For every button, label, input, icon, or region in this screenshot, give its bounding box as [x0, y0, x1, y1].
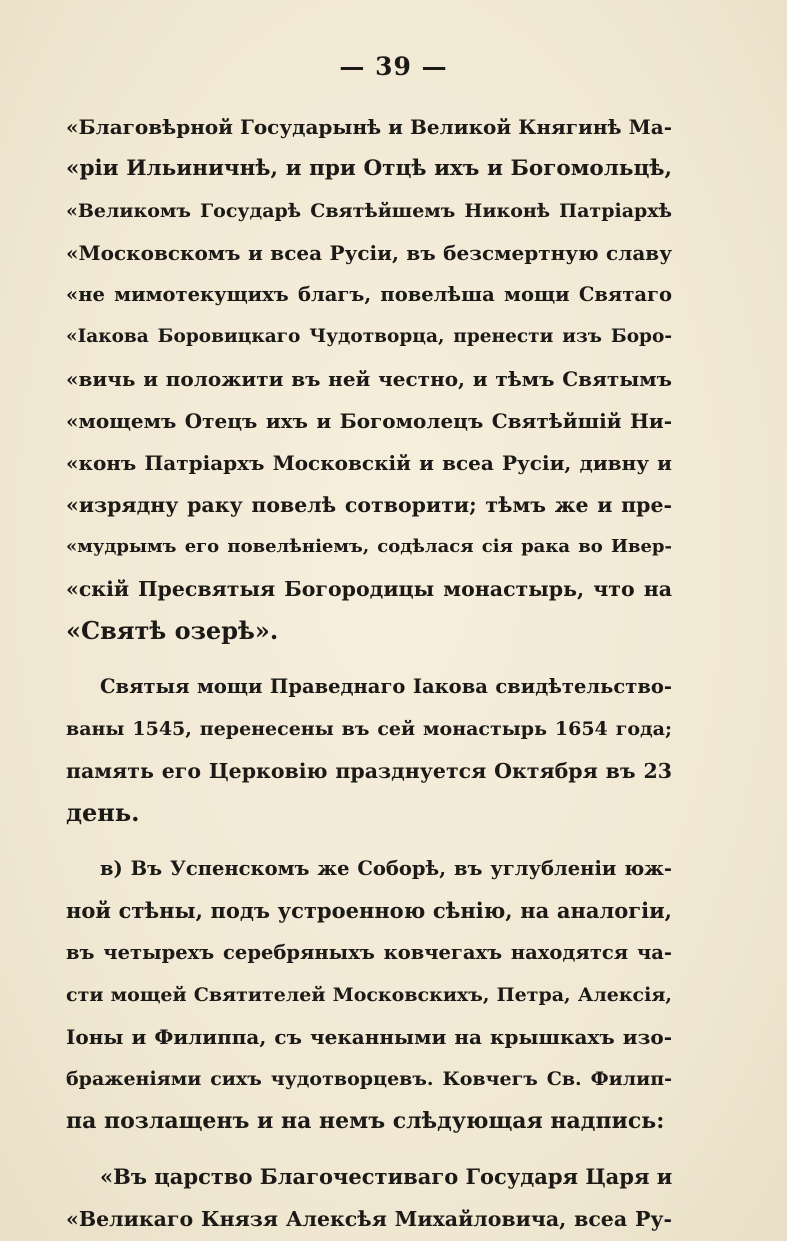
text-line: «Благовѣрной Государынѣ и Великой Княгинѣ Ма-: [66, 115, 672, 139]
text-line: ной стѣны, подъ устроенною сѣнію, на аналогіи,: [66, 898, 672, 923]
text-line: «не мимотекущихъ благъ, повелѣша мощи Святаго: [66, 283, 672, 306]
text-line: сти мощей Святителей Московскихъ, Петра, Алексія,: [66, 984, 672, 1006]
text-line: Святыя мощи Праведнаго Іакова свидѣтельство-: [100, 675, 672, 698]
text-line: «Святѣ озерѣ».: [66, 616, 279, 645]
text-line: «Московскомъ и всеа Русіи, въ безсмертную славу: [66, 241, 672, 265]
text-line: па позлащенъ и на немъ слѣдующая надпись:: [66, 1108, 665, 1134]
text-line: браженіями сихъ чудотворцевъ. Ковчегъ Св. Филип-: [66, 1068, 672, 1090]
text-line: Іоны и Филиппа, съ чеканными на крышкахъ изо-: [66, 1025, 672, 1049]
text-line: «мощемъ Отецъ ихъ и Богомолецъ Святѣйшій Ни-: [66, 409, 672, 433]
paragraph-4: [66, 1156, 672, 1240]
text-line: память его Церковію празднуется Октября въ 23: [66, 759, 672, 783]
text-line: «Великаго Князя Алексѣя Михайловича, всеа Ру-: [66, 1207, 672, 1231]
text-line: в) Въ Успенскомъ же Соборѣ, въ углубленіи юж-: [100, 857, 672, 880]
text-line: въ четырехъ серебряныхъ ковчегахъ находятся ча-: [66, 941, 672, 964]
paragraph-spacer: [66, 834, 672, 848]
text-line: «изрядну раку повелѣ сотворити; тѣмъ же и пре-: [66, 493, 672, 517]
text-line: «конъ Патріархъ Московскій и всеа Русіи, дивну и: [66, 451, 672, 475]
paragraph-spacer: [66, 652, 672, 666]
text-line: «Въ царство Благочестиваго Государя Царя и: [100, 1164, 673, 1189]
text-line: «Іакова Боровицкаго Чудотворца, пренести изъ Боро-: [66, 326, 672, 347]
text-line: «ріи Ильиничнѣ, и при Отцѣ ихъ и Богомольцѣ,: [66, 156, 672, 181]
text-line: день.: [66, 798, 140, 827]
paragraph-1: [66, 106, 672, 652]
page-number: — 39 —: [339, 52, 448, 81]
text-line: «Великомъ Государѣ Святѣйшемъ Никонѣ Патріархѣ: [66, 200, 672, 222]
text-line: «скій Пресвятыя Богородицы монастырь, что на: [66, 577, 672, 601]
text-line: «мудрымъ его повелѣніемъ, содѣлася сія рака во Ивер-: [66, 536, 672, 557]
paragraph-2: [66, 666, 672, 834]
text-line: «вичь и положити въ ней честно, и тѣмъ Святымъ: [66, 367, 672, 391]
paragraph-3: [66, 848, 672, 1142]
text-line: ваны 1545, перенесены въ сей монастырь 1654 года;: [66, 718, 672, 740]
paragraph-spacer: [66, 1142, 672, 1156]
body-text: [66, 106, 672, 1240]
